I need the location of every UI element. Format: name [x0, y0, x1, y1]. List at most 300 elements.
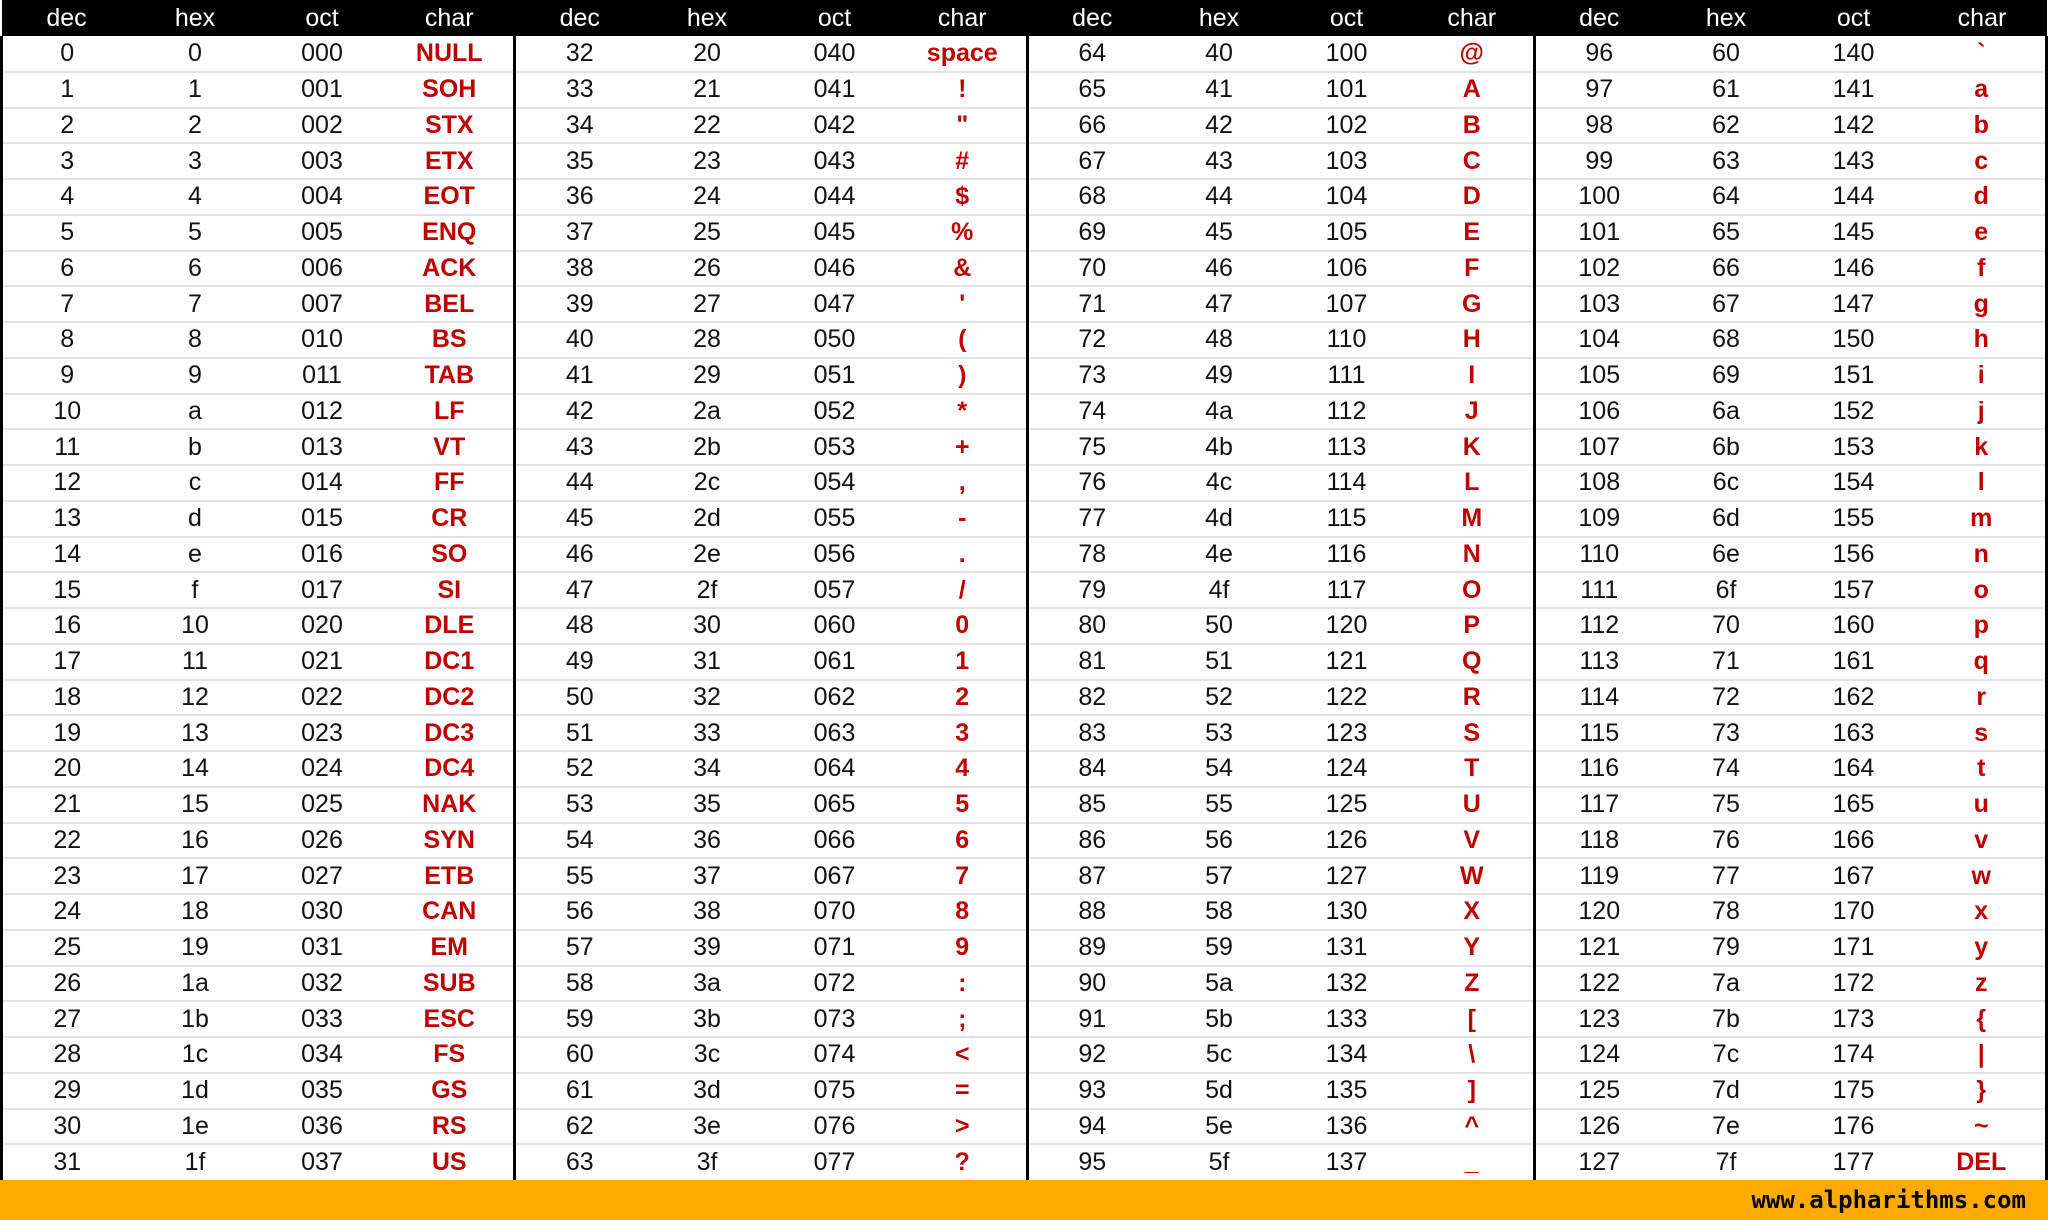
table-row	[2, 36, 2047, 72]
hex-cell: 41	[1156, 72, 1283, 108]
char-cell: X	[1411, 894, 1535, 930]
hex-cell: 77	[1663, 858, 1790, 894]
oct-cell: 121	[1283, 644, 1411, 680]
dec-cell: 11	[2, 429, 132, 465]
hex-cell: 10	[132, 608, 259, 644]
char-cell: I	[1411, 358, 1535, 394]
hex-cell: 17	[132, 858, 259, 894]
oct-cell: 175	[1790, 1073, 1918, 1109]
dec-cell: 33	[515, 72, 644, 108]
hex-cell: 1e	[132, 1109, 259, 1145]
dec-cell: 83	[1028, 715, 1156, 751]
oct-cell: 170	[1790, 894, 1918, 930]
hex-cell: 27	[644, 286, 771, 322]
dec-cell: 118	[1535, 823, 1663, 859]
hex-cell: 52	[1156, 680, 1283, 716]
char-cell: W	[1411, 858, 1535, 894]
oct-cell: 036	[259, 1109, 386, 1145]
oct-cell: 133	[1283, 1001, 1411, 1037]
table-row	[2, 179, 2047, 215]
dec-cell: 28	[2, 1037, 132, 1073]
char-cell: ,	[899, 465, 1028, 501]
oct-cell: 020	[259, 608, 386, 644]
hex-cell: 4e	[1156, 537, 1283, 573]
dec-cell: 40	[515, 322, 644, 358]
hex-cell: 3a	[644, 966, 771, 1002]
oct-cell: 016	[259, 537, 386, 573]
char-cell: @	[1411, 36, 1535, 72]
hex-cell: 5e	[1156, 1109, 1283, 1145]
dec-cell: 62	[515, 1109, 644, 1145]
column-header-oct: oct	[1283, 0, 1411, 36]
oct-cell: 000	[259, 36, 386, 72]
dec-cell: 21	[2, 787, 132, 823]
hex-cell: 6c	[1663, 465, 1790, 501]
oct-cell: 115	[1283, 501, 1411, 537]
char-cell: '	[899, 286, 1028, 322]
char-cell: SI	[386, 572, 515, 608]
dec-cell: 67	[1028, 143, 1156, 179]
char-cell: FS	[386, 1037, 515, 1073]
hex-cell: 53	[1156, 715, 1283, 751]
oct-cell: 040	[771, 36, 899, 72]
dec-cell: 116	[1535, 751, 1663, 787]
oct-cell: 113	[1283, 429, 1411, 465]
oct-cell: 012	[259, 394, 386, 430]
char-cell: q	[1918, 644, 2047, 680]
table-row	[2, 966, 2047, 1002]
dec-cell: 112	[1535, 608, 1663, 644]
dec-cell: 93	[1028, 1073, 1156, 1109]
table-row	[2, 823, 2047, 859]
dec-cell: 77	[1028, 501, 1156, 537]
oct-cell: 035	[259, 1073, 386, 1109]
oct-cell: 173	[1790, 1001, 1918, 1037]
footer-website-link[interactable]: www.alpharithms.com	[1751, 1186, 2026, 1214]
oct-cell: 120	[1283, 608, 1411, 644]
column-header-hex: hex	[644, 0, 771, 36]
hex-cell: 7c	[1663, 1037, 1790, 1073]
dec-cell: 44	[515, 465, 644, 501]
dec-cell: 4	[2, 179, 132, 215]
char-cell: CAN	[386, 894, 515, 930]
table-row	[2, 286, 2047, 322]
column-header-char: char	[1918, 0, 2047, 36]
char-cell: 1	[899, 644, 1028, 680]
hex-cell: 31	[644, 644, 771, 680]
dec-cell: 8	[2, 322, 132, 358]
char-cell: |	[1918, 1037, 2047, 1073]
oct-cell: 071	[771, 930, 899, 966]
dec-cell: 29	[2, 1073, 132, 1109]
dec-cell: 101	[1535, 215, 1663, 251]
hex-cell: 4d	[1156, 501, 1283, 537]
hex-cell: 5f	[1208, 1148, 1230, 1177]
oct-cell: 141	[1790, 72, 1918, 108]
char-cell: G	[1411, 286, 1535, 322]
dec-cell: 32	[515, 36, 644, 72]
hex-cell: 56	[1156, 823, 1283, 859]
char-cell: D	[1411, 179, 1535, 215]
hex-cell: 13	[132, 715, 259, 751]
oct-cell: 154	[1790, 465, 1918, 501]
dec-cell: 120	[1535, 894, 1663, 930]
dec-cell: 61	[515, 1073, 644, 1109]
oct-cell: 007	[259, 286, 386, 322]
table-row	[2, 1001, 2047, 1037]
header-row	[2, 0, 2047, 36]
char-cell: "	[899, 108, 1028, 144]
char-cell: <	[899, 1037, 1028, 1073]
table-row	[2, 1073, 2047, 1109]
dec-cell: 36	[515, 179, 644, 215]
char-cell: z	[1918, 966, 2047, 1002]
hex-cell: 2	[132, 108, 259, 144]
char-cell: y	[1918, 930, 2047, 966]
dec-cell: 19	[2, 715, 132, 751]
oct-cell: 151	[1790, 358, 1918, 394]
oct-cell: 015	[259, 501, 386, 537]
char-cell: v	[1918, 823, 2047, 859]
oct-cell: 006	[259, 251, 386, 287]
hex-cell: 2a	[644, 394, 771, 430]
hex-cell: 3	[132, 143, 259, 179]
table-row	[2, 930, 2047, 966]
dec-cell: 30	[2, 1109, 132, 1145]
dec-cell: 125	[1535, 1073, 1663, 1109]
table-row	[2, 1109, 2047, 1145]
char-cell: 9	[899, 930, 1028, 966]
oct-cell: 061	[771, 644, 899, 680]
table-row	[2, 751, 2047, 787]
hex-cell: 40	[1156, 36, 1283, 72]
char-cell: 8	[899, 894, 1028, 930]
dec-cell: 31	[2, 1144, 132, 1180]
oct-cell: 176	[1790, 1109, 1918, 1145]
char-cell: /	[899, 572, 1028, 608]
char-cell: CR	[386, 501, 515, 537]
oct-cell: 117	[1283, 572, 1411, 608]
hex-cell: 45	[1156, 215, 1283, 251]
char-cell: ?	[899, 1144, 1028, 1180]
char-cell: !	[899, 72, 1028, 108]
char-cell: o	[1918, 572, 2047, 608]
hex-cell: b	[132, 429, 259, 465]
char-cell: $	[899, 179, 1028, 215]
oct-cell: 041	[771, 72, 899, 108]
oct-cell: 053	[771, 429, 899, 465]
table-row	[2, 501, 2047, 537]
hex-cell: 73	[1663, 715, 1790, 751]
dec-cell: 27	[2, 1001, 132, 1037]
oct-cell: 005	[259, 215, 386, 251]
char-cell: RS	[386, 1109, 515, 1145]
hex-cell: 46	[1156, 251, 1283, 287]
char-cell: DEL	[1918, 1144, 2047, 1180]
oct-cell: 076	[771, 1109, 899, 1145]
table-row	[2, 465, 2047, 501]
dec-cell: 84	[1028, 751, 1156, 787]
hex-cell: 5c	[1156, 1037, 1283, 1073]
table-row	[2, 215, 2047, 251]
table-row	[2, 1037, 2047, 1073]
oct-cell: 165	[1790, 787, 1918, 823]
char-cell: SO	[386, 537, 515, 573]
hex-cell: 71	[1663, 644, 1790, 680]
hex-cell: 55	[1156, 787, 1283, 823]
hex-cell: 6d	[1663, 501, 1790, 537]
hex-cell: 5d	[1156, 1073, 1283, 1109]
hex-cell: 3b	[644, 1001, 771, 1037]
hex-cell: 57	[1156, 858, 1283, 894]
oct-cell: 047	[771, 286, 899, 322]
dec-cell: 15	[2, 572, 132, 608]
hex-cell: 75	[1663, 787, 1790, 823]
hex-cell: 4b	[1156, 429, 1283, 465]
char-cell: %	[899, 215, 1028, 251]
oct-cell: 160	[1790, 608, 1918, 644]
char-cell: {	[1918, 1001, 2047, 1037]
dec-cell: 75	[1028, 429, 1156, 465]
char-cell: p	[1918, 608, 2047, 644]
dec-cell: 42	[515, 394, 644, 430]
oct-cell: 174	[1790, 1037, 1918, 1073]
oct-cell: 042	[771, 108, 899, 144]
hex-cell: 6a	[1663, 394, 1790, 430]
char-cell: 2	[899, 680, 1028, 716]
oct-cell: 033	[259, 1001, 386, 1037]
oct-cell: 140	[1790, 36, 1918, 72]
dec-cell: 79	[1028, 572, 1156, 608]
oct-cell: 147	[1790, 286, 1918, 322]
hex-cell: 43	[1156, 143, 1283, 179]
oct-cell: 025	[259, 787, 386, 823]
oct-cell: 077	[813, 1148, 856, 1177]
dec-cell: 59	[515, 1001, 644, 1037]
char-cell: r	[1918, 680, 2047, 716]
hex-cell: 5	[132, 215, 259, 251]
hex-cell: 3d	[644, 1073, 771, 1109]
dec-cell: 65	[1028, 72, 1156, 108]
char-cell: x	[1918, 894, 2047, 930]
oct-cell: 052	[771, 394, 899, 430]
column-header-char: char	[1411, 0, 1535, 36]
char-cell: n	[1918, 537, 2047, 573]
hex-cell: 78	[1663, 894, 1790, 930]
oct-cell: 004	[259, 179, 386, 215]
hex-cell: 8	[132, 322, 259, 358]
hex-cell: 2f	[644, 572, 771, 608]
oct-cell: 143	[1790, 143, 1918, 179]
dec-cell: 9	[2, 358, 132, 394]
hex-cell: 7e	[1663, 1109, 1790, 1145]
char-cell: Y	[1411, 930, 1535, 966]
hex-cell: 2d	[644, 501, 771, 537]
column-header-hex: hex	[1156, 0, 1283, 36]
char-cell: DC2	[386, 680, 515, 716]
oct-cell: 032	[259, 966, 386, 1002]
column-header-dec: dec	[515, 0, 644, 36]
char-cell: T	[1411, 751, 1535, 787]
char-cell: f	[1918, 251, 2047, 287]
dec-cell: 85	[1028, 787, 1156, 823]
oct-cell: 060	[771, 608, 899, 644]
table-body	[2, 36, 2047, 1180]
dec-cell: 107	[1535, 429, 1663, 465]
hex-cell: 23	[644, 143, 771, 179]
dec-cell: 51	[515, 715, 644, 751]
dec-cell: 86	[1028, 823, 1156, 859]
oct-cell: 134	[1283, 1037, 1411, 1073]
dec-cell: 16	[2, 608, 132, 644]
char-cell: u	[1918, 787, 2047, 823]
char-cell: VT	[386, 429, 515, 465]
char-cell: SYN	[386, 823, 515, 859]
char-cell: _	[1411, 1144, 1535, 1180]
oct-cell: 103	[1283, 143, 1411, 179]
hex-cell: 2e	[644, 537, 771, 573]
oct-cell: 114	[1283, 465, 1411, 501]
oct-cell: 065	[771, 787, 899, 823]
hex-cell: 30	[644, 608, 771, 644]
dec-cell: 76	[1028, 465, 1156, 501]
dec-cell: 18	[2, 680, 132, 716]
column-header-oct: oct	[1790, 0, 1918, 36]
dec-cell: 126	[1535, 1109, 1663, 1145]
char-cell: m	[1918, 501, 2047, 537]
oct-cell: 171	[1790, 930, 1918, 966]
char-cell: g	[1918, 286, 2047, 322]
column-header-dec: dec	[1535, 0, 1663, 36]
dec-cell: 103	[1535, 286, 1663, 322]
hex-cell: d	[132, 501, 259, 537]
hex-cell: 1	[132, 72, 259, 108]
hex-cell: 76	[1663, 823, 1790, 859]
hex-cell: 68	[1663, 322, 1790, 358]
dec-cell: 52	[515, 751, 644, 787]
dec-cell: 124	[1535, 1037, 1663, 1073]
oct-cell: 070	[771, 894, 899, 930]
hex-cell: 1d	[132, 1073, 259, 1109]
char-cell: R	[1411, 680, 1535, 716]
oct-cell: 014	[259, 465, 386, 501]
char-cell: DLE	[386, 608, 515, 644]
oct-cell: 010	[259, 322, 386, 358]
hex-cell: 28	[644, 322, 771, 358]
table-row	[2, 394, 2047, 430]
hex-cell: 7b	[1663, 1001, 1790, 1037]
dec-cell: 94	[1028, 1109, 1156, 1145]
dec-cell: 127	[1578, 1148, 1621, 1177]
dec-cell: 3	[2, 143, 132, 179]
dec-cell: 95	[1078, 1148, 1107, 1177]
char-cell: EM	[386, 930, 515, 966]
hex-cell: f	[132, 572, 259, 608]
oct-cell: 107	[1283, 286, 1411, 322]
char-cell: *	[899, 394, 1028, 430]
char-cell: .	[899, 537, 1028, 573]
oct-cell: 002	[259, 108, 386, 144]
hex-cell: 29	[644, 358, 771, 394]
dec-cell: 115	[1535, 715, 1663, 751]
char-cell: STX	[386, 108, 515, 144]
oct-cell: 102	[1283, 108, 1411, 144]
dec-cell: 121	[1535, 930, 1663, 966]
oct-cell: 054	[771, 465, 899, 501]
hex-cell: 16	[132, 823, 259, 859]
oct-cell: 057	[771, 572, 899, 608]
oct-cell: 074	[771, 1037, 899, 1073]
hex-cell: 74	[1663, 751, 1790, 787]
oct-cell: 136	[1283, 1109, 1411, 1145]
hex-cell: 7	[132, 286, 259, 322]
hex-cell: 6	[132, 251, 259, 287]
hex-cell: 3e	[644, 1109, 771, 1145]
char-cell: >	[899, 1109, 1028, 1145]
table-row	[2, 251, 2047, 287]
dec-cell: 26	[2, 966, 132, 1002]
dec-cell: 122	[1535, 966, 1663, 1002]
oct-cell: 026	[259, 823, 386, 859]
hex-cell: 6b	[1663, 429, 1790, 465]
dec-cell: 60	[515, 1037, 644, 1073]
table-row	[2, 680, 2047, 716]
dec-cell: 55	[515, 858, 644, 894]
hex-cell: 11	[132, 644, 259, 680]
table-row	[2, 322, 2047, 358]
char-cell: \	[1411, 1037, 1535, 1073]
char-cell: 6	[899, 823, 1028, 859]
dec-cell: 123	[1535, 1001, 1663, 1037]
hex-cell: 19	[132, 930, 259, 966]
oct-cell: 137	[1325, 1148, 1368, 1177]
hex-cell: 61	[1663, 72, 1790, 108]
hex-cell: a	[132, 394, 259, 430]
char-cell: DC3	[386, 715, 515, 751]
oct-cell: 024	[259, 751, 386, 787]
char-cell: V	[1411, 823, 1535, 859]
oct-cell: 017	[259, 572, 386, 608]
hex-cell: 34	[644, 751, 771, 787]
dec-cell: 46	[515, 537, 644, 573]
dec-cell: 7	[2, 286, 132, 322]
oct-cell: 075	[771, 1073, 899, 1109]
hex-cell: 50	[1156, 608, 1283, 644]
oct-cell: 106	[1283, 251, 1411, 287]
char-cell: M	[1411, 501, 1535, 537]
dec-cell: 10	[2, 394, 132, 430]
hex-cell: 25	[644, 215, 771, 251]
char-cell: 5	[899, 787, 1028, 823]
char-cell: N	[1411, 537, 1535, 573]
hex-cell: 12	[132, 680, 259, 716]
hex-cell: 63	[1663, 143, 1790, 179]
char-cell: :	[899, 966, 1028, 1002]
dec-cell: 104	[1535, 322, 1663, 358]
char-cell: +	[899, 429, 1028, 465]
char-cell: ACK	[386, 251, 515, 287]
oct-cell: 111	[1283, 358, 1411, 394]
table-row	[2, 537, 2047, 573]
dec-cell: 89	[1028, 930, 1156, 966]
char-cell: C	[1411, 143, 1535, 179]
oct-cell: 046	[771, 251, 899, 287]
char-cell: (	[899, 322, 1028, 358]
dec-cell: 81	[1028, 644, 1156, 680]
oct-cell: 021	[259, 644, 386, 680]
hex-cell: 5b	[1156, 1001, 1283, 1037]
char-cell: s	[1918, 715, 2047, 751]
